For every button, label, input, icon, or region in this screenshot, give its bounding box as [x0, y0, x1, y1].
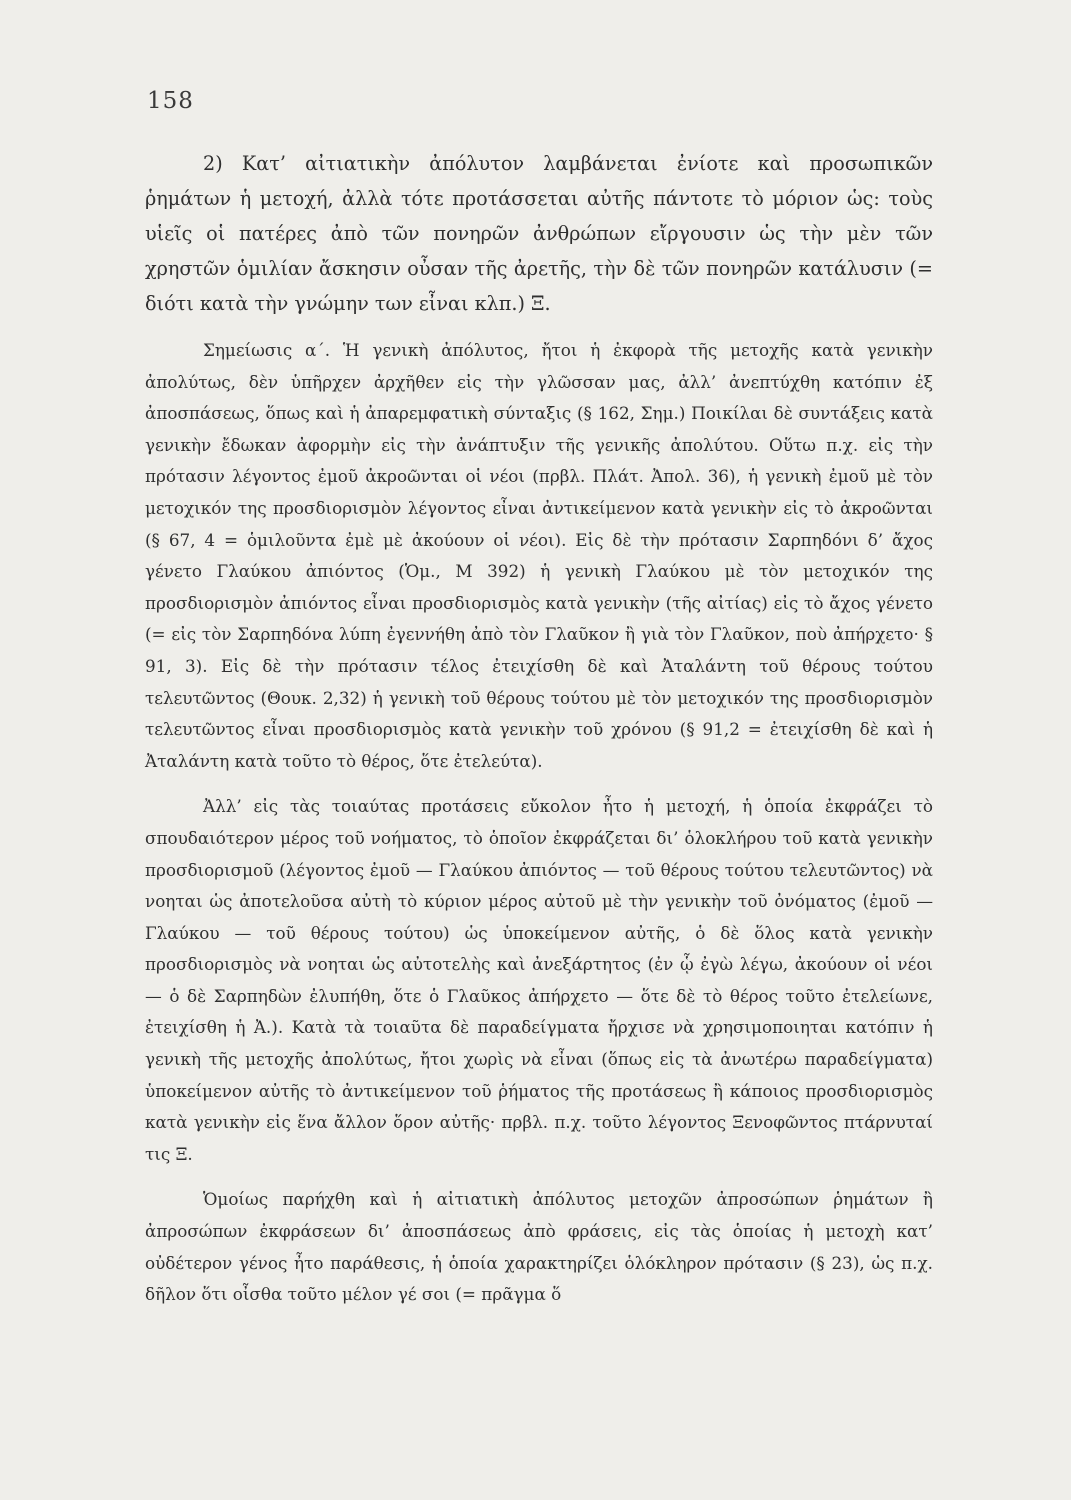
page-body [145, 146, 933, 1311]
paragraph-accusative-absolute: 2) Κατ’ αἰτιατικὴν ἀπόλυτον λαμβάνεται ἐνίοτε καὶ προσωπικῶν ῥημάτων ἡ μετοχή, ἀλλὰ τότε προτάσσεται αὐτῆς πάντοτε τὸ μόριον ὡς: τοὺς υἱεῖς οἱ πατέρες ἀπὸ τῶν πονηρῶν ἀνθρώπων εἴργουσιν ὡς τὴν μὲν τῶν χρηστῶν ὁμιλίαν ἄσκησιν οὖσαν τῆς ἀρετῆς, τὴν δὲ τῶν πονηρῶν κατάλυσιν (= διότι κατὰ τὴν γνώμην των εἶναι κλπ.) Ξ. [145, 152, 933, 315]
paragraph-accusative-origin: Ὁμοίως παρήχθη καὶ ἡ αἰτιατικὴ ἀπόλυτος μετοχῶν ἀπροσώπων ῥημάτων ἢ ἀπροσώπων ἐκφράσεων δι’ ἀποσπάσεως ἀπὸ φράσεις, εἰς τὰς ὁποίας ἡ μετοχὴ κατ’ οὐδέτερον γένος ἦτο παράθεσις, ἡ ὁποία χαρακτηρίζει ὁλόκληρον πρότασιν (§ 23), ὡς π.χ. δῆλον ὅτι οἶσθα τοῦτο μέλον γέ σοι (= πρᾶγμα ὅ [145, 1189, 933, 1305]
paragraph-note-genitive-absolute: Σημείωσις α΄. Ἡ γενικὴ ἀπόλυτος, ἤτοι ἡ ἐκφορὰ τῆς μετοχῆς κατὰ γενικὴν ἀπολύτως, δὲν ὑπῆρχεν ἀρχῆθεν εἰς τὴν γλῶσσαν μας, ἀλλ’ ἀνεπτύχθη κατόπιν ἐξ ἀποσπάσεως, ὅπως καὶ ἡ ἀπαρεμφατικὴ σύνταξις (§ 162, Σημ.) Ποικίλαι δὲ συντάξεις κατὰ γενικὴν ἔδωκαν ἀφορμὴν εἰς τὴν ἀνάπτυξιν τῆς γενικῆς ἀπολύτου. Οὕτω π.χ. εἰς τὴν πρότασιν λέγοντος ἐμοῦ ἀκροῶνται οἱ νέοι (πρβλ. Πλάτ. Ἀπολ. 36), ἡ γενικὴ ἐμοῦ μὲ τὸν μετοχικόν της προσδιορισμὸν λέγοντος εἶναι ἀντικείμενον κατὰ γενικὴν εἰς τὸ ἀκροῶνται (§ 67, 4 = ὁμιλοῦντα ἐμὲ μὲ ἀκούουν οἱ νέοι). Εἰς δὲ τὴν πρότασιν Σαρπηδόνι δ’ ἄχος γένετο Γλαύκου ἀπιόντος (Ὁμ., Μ 392) ἡ γενικὴ Γλαύκου μὲ τὸν μετοχικόν της προσδιορισμὸν ἀπιόντος εἶναι προσδιορισμὸς κατὰ γενικὴν (τῆς αἰτίας) εἰς τὸ ἄχος γένετο (= εἰς τὸν Σαρπηδόνα λύπη ἐγεννήθη ἀπὸ τὸν Γλαῦκον ἢ γιὰ τὸν Γλαῦκον, ποὺ ἀπήρχετο· § 91, 3). Εἰς δὲ τὴν πρότασιν τέλος ἐτειχίσθη δὲ καὶ Ἀταλάντη τοῦ θέρους τούτου τελευτῶντος (Θουκ. 2,32) ἡ γενικὴ τοῦ θέρους τούτου μὲ τὸν μετοχικόν της προσδιορισμὸν τελευτῶντος εἶναι προσδιορισμὸς κατὰ γενικὴν τοῦ χρόνου (§ 91,2 = ἐτειχίσθη δὲ καὶ ἡ Ἀταλάντη κατὰ τοῦτο τὸ θέρος, ὅτε ἐτελεύτα). [145, 340, 933, 771]
paragraph-genitive-development: Ἀλλ’ εἰς τὰς τοιαύτας προτάσεις εὔκολον ἦτο ἡ μετοχή, ἡ ὁποία ἐκφράζει τὸ σπουδαιότερον μέρος τοῦ νοήματος, τὸ ὁποῖον ἐκφράζεται δι’ ὁλοκλήρου τοῦ κατὰ γενικὴν προσδιορισμοῦ (λέγοντος ἐμοῦ — Γλαύκου ἀπιόντος — τοῦ θέρους τούτου τελευτῶντος) νὰ νοηται ὡς ἀποτελοῦσα αὐτὴ τὸ κύριον μέρος αὐτοῦ μὲ τὴν γενικὴν τοῦ ὀνόματος (ἐμοῦ — Γλαύκου — τοῦ θέρους τούτου) ὡς ὑποκείμενον αὐτῆς, ὁ δὲ ὅλος κατὰ γενικὴν προσδιορισμὸς νὰ νοηται ὡς αὐτοτελὴς καὶ ἀνεξάρτητος (ἐν ᾧ ἐγὼ λέγω, ἀκούουν οἱ νέοι — ὁ δὲ Σαρπηδὼν ἐλυπήθη, ὅτε ὁ Γλαῦκος ἀπήρχετο — ὅτε δὲ τὸ θέρος τοῦτο ἐτελείωνε, ἐτειχίσθη ἡ Ἀ.). Κατὰ τὰ τοιαῦτα δὲ παραδείγματα ἤρχισε νὰ χρησιμοποιηται κατόπιν ἡ γενικὴ τῆς μετοχῆς ἀπολύτως, ἤτοι χωρὶς νὰ εἶναι (ὅπως εἰς τὰ ἀνωτέρω παραδείγματα) ὑποκείμενον αὐτῆς τὸ ἀντικείμενον τοῦ ῥήματος τῆς προτάσεως ἢ κάποιος προσδιορισμὸς κατὰ γενικὴν εἰς ἕνα ἄλλον ὅρον αὐτῆς· πρβλ. π.χ. τοῦτο λέγοντος Ξενοφῶντος πτάρνυταί τις Ξ. [145, 796, 933, 1164]
page-number: 158 [147, 88, 194, 114]
